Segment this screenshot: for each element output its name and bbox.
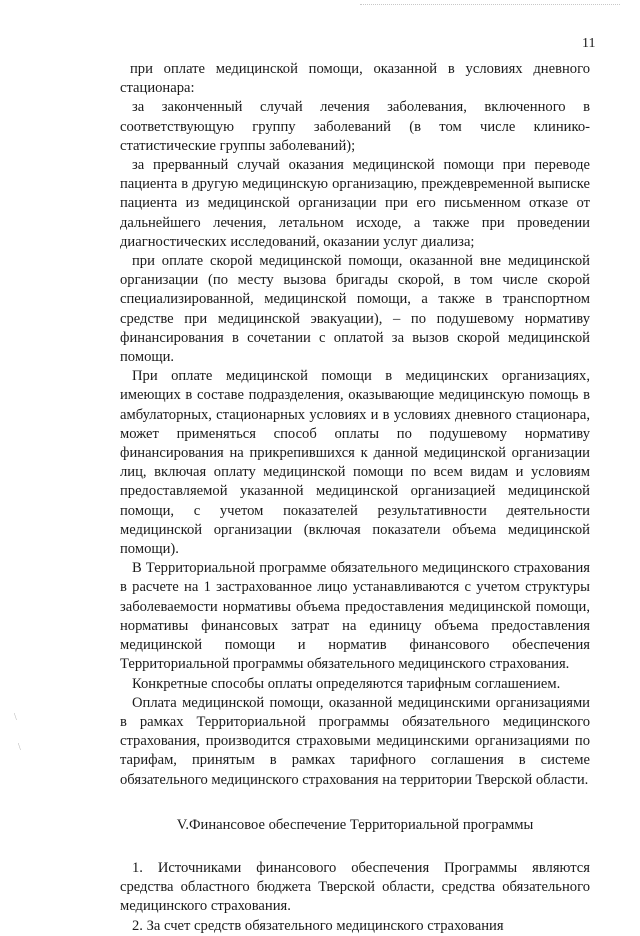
paragraph-payment-by-insurers: Оплата медицинской помощи, оказанной медицинскими организациями в рамках Территориальной программы обязательного медицинского страхования, производится страховыми медицинскими организациями по тарифам, принятым в рамках тарифного соглашения в системе обязательного медицинского страхования на территории Тверской области. — [120, 694, 590, 788]
scan-mark: \ — [14, 712, 17, 723]
paragraph-interrupted-case: за прерванный случай оказания медицинской помощи при переводе пациента в другую медицинскую организацию, преждевременной выписке пациента из медицинской организации при его письменном отказе от дальнейшего лечения, летальном исходе, а также при проведении диагностических исследований, оказании услуг диализа; — [120, 157, 590, 250]
paragraph-tariff-agreement: Конкретные способы оплаты определяются тарифным соглашением. — [132, 675, 561, 692]
paragraph-completed-case: за законченный случай лечения заболевания, включенного в соответствующую группу заболеваний (в том числе клинико-статистические группы заболеваний); — [120, 99, 590, 154]
scan-mark: \ — [18, 742, 21, 753]
document-body — [120, 60, 590, 936]
scan-artifact-line — [360, 4, 620, 7]
paragraph-per-capita-payment: При оплате медицинской помощи в медицинских организациях, имеющих в составе подразделения, оказывающие медицинскую помощь в амбулаторных, стационарных условиях и в условиях дневного стационара, может применяться способ оплаты по подушевому нормативу финансирования на прикрепившихся к данной медицинской организации лиц, включая оплату медицинской помощи по всем видам и условиям предоставляемой указанной медицинской организацией медицинской помощи, с учетом показателей результативности деятельности медицинской организации (включая показатели объема медицинской помощи). — [120, 368, 590, 558]
page-number: 11 — [582, 36, 596, 51]
paragraph-funding-sources: 1. Источниками финансового обеспечения Программы являются средства областного бюджета Тверской области, средства обязательного медицинского страхования. — [120, 859, 590, 915]
paragraph-day-hospital: при оплате медицинской помощи, оказанной в условиях дневного стационара: — [120, 61, 590, 97]
paragraph-oms-funding: 2. За счет средств обязательного медицинского страхования — [132, 917, 504, 934]
paragraph-emergency-care: при оплате скорой медицинской помощи, оказанной вне медицинской организации (по месту вызова бригады скорой, в том числе скорой специализированной, медицинской помощи, а также в транспортном средстве при медицинской эвакуации), – по подушевому нормативу финансирования в сочетании с оплатой за вызов скорой медицинской помощи. — [120, 253, 590, 366]
paragraph-territorial-program-norms: В Территориальной программе обязательного медицинского страхования в расчете на 1 застрахованное лицо устанавливаются с учетом структуры заболеваемости нормативы объема предоставления медицинской помощи, нормативы финансовых затрат на единицу объема предоставления медицинской помощи и норматив финансового обеспечения Территориальной программы обязательного медицинского страхования. — [120, 560, 590, 673]
section-heading: V.Финансовое обеспечение Территориальной программы — [176, 816, 534, 833]
